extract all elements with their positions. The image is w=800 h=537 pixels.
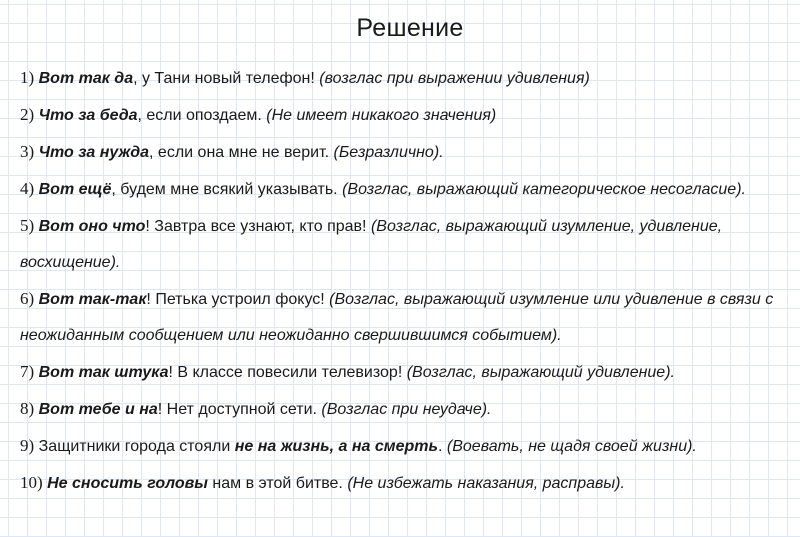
item-phrase: Не сносить головы xyxy=(47,475,208,492)
item-meaning: (Не избежать наказания, расправы). xyxy=(347,475,625,492)
item-phrase: Вот так штука xyxy=(38,364,169,381)
item-sentence: ! Завтра все узнают, кто прав! xyxy=(145,218,371,235)
item-sentence: ! В классе повесили телевизор! xyxy=(168,364,407,381)
item-meaning: (Воевать, не щадя своей жизни). xyxy=(446,438,697,455)
item-phrase: не на жизнь, а на смерть xyxy=(234,438,438,455)
answer-list xyxy=(20,60,790,502)
item-meaning: (возглас при выражении удивления) xyxy=(319,70,590,87)
item-meaning: (Возглас, выражающий удивление). xyxy=(406,364,675,381)
list-item xyxy=(20,465,790,502)
item-number: 5) xyxy=(20,216,35,235)
item-meaning: (Безразлично). xyxy=(333,144,444,161)
item-sentence: , будем мне всякий указывать. xyxy=(111,181,343,198)
item-phrase: Что за нужда xyxy=(38,144,150,161)
item-phrase: Вот оно что xyxy=(38,218,146,235)
item-sentence: , если она мне не верит. xyxy=(149,144,334,161)
item-number: 4) xyxy=(20,179,35,198)
list-item xyxy=(20,281,790,354)
item-sentence: , у Тани новый телефон! xyxy=(133,70,320,87)
item-phrase: Вот тебе и на xyxy=(38,401,158,418)
item-phrase: Что за беда xyxy=(38,107,138,124)
item-number: 10) xyxy=(20,473,43,492)
item-sentence: . xyxy=(438,438,447,455)
item-meaning: (Не имеет никакого значения) xyxy=(266,107,497,124)
item-phrase: Вот так да xyxy=(38,70,134,87)
item-number: 9) xyxy=(20,436,35,455)
item-phrase: Вот ещё xyxy=(38,181,112,198)
item-meaning: (Возглас, выражающий изумление или удивление в связи с неожиданным сообщением или неожиданно свершившимся событием). xyxy=(20,291,774,344)
item-meaning: (Возглас при неудаче). xyxy=(321,401,492,418)
list-item xyxy=(20,171,790,208)
list-item xyxy=(20,354,790,391)
item-sentence: нам в этой битве. xyxy=(207,475,348,492)
item-sentence: ! Нет доступной сети. xyxy=(157,401,322,418)
item-number: 7) xyxy=(20,362,35,381)
list-item xyxy=(20,391,790,428)
item-number: 1) xyxy=(20,68,35,87)
item-number: 8) xyxy=(20,399,35,418)
item-sentence: , если опоздаем. xyxy=(137,107,267,124)
item-phrase: Вот так-так xyxy=(38,291,147,308)
item-meaning: (Возглас, выражающий категорическое несогласие). xyxy=(342,181,746,198)
item-sentence: ! Петька устроил фокус! xyxy=(146,291,330,308)
list-item xyxy=(20,134,790,171)
item-number: 6) xyxy=(20,289,35,308)
list-item xyxy=(20,208,790,281)
item-prefix: Защитники города стояли xyxy=(38,438,235,455)
list-item xyxy=(20,428,790,465)
item-number: 3) xyxy=(20,142,35,161)
page-title: Решение xyxy=(356,14,464,42)
list-item xyxy=(20,97,790,134)
item-number: 2) xyxy=(20,105,35,124)
list-item xyxy=(20,60,790,97)
item-meaning: (Возглас, выражающий изумление, удивление, восхищение). xyxy=(20,218,723,271)
